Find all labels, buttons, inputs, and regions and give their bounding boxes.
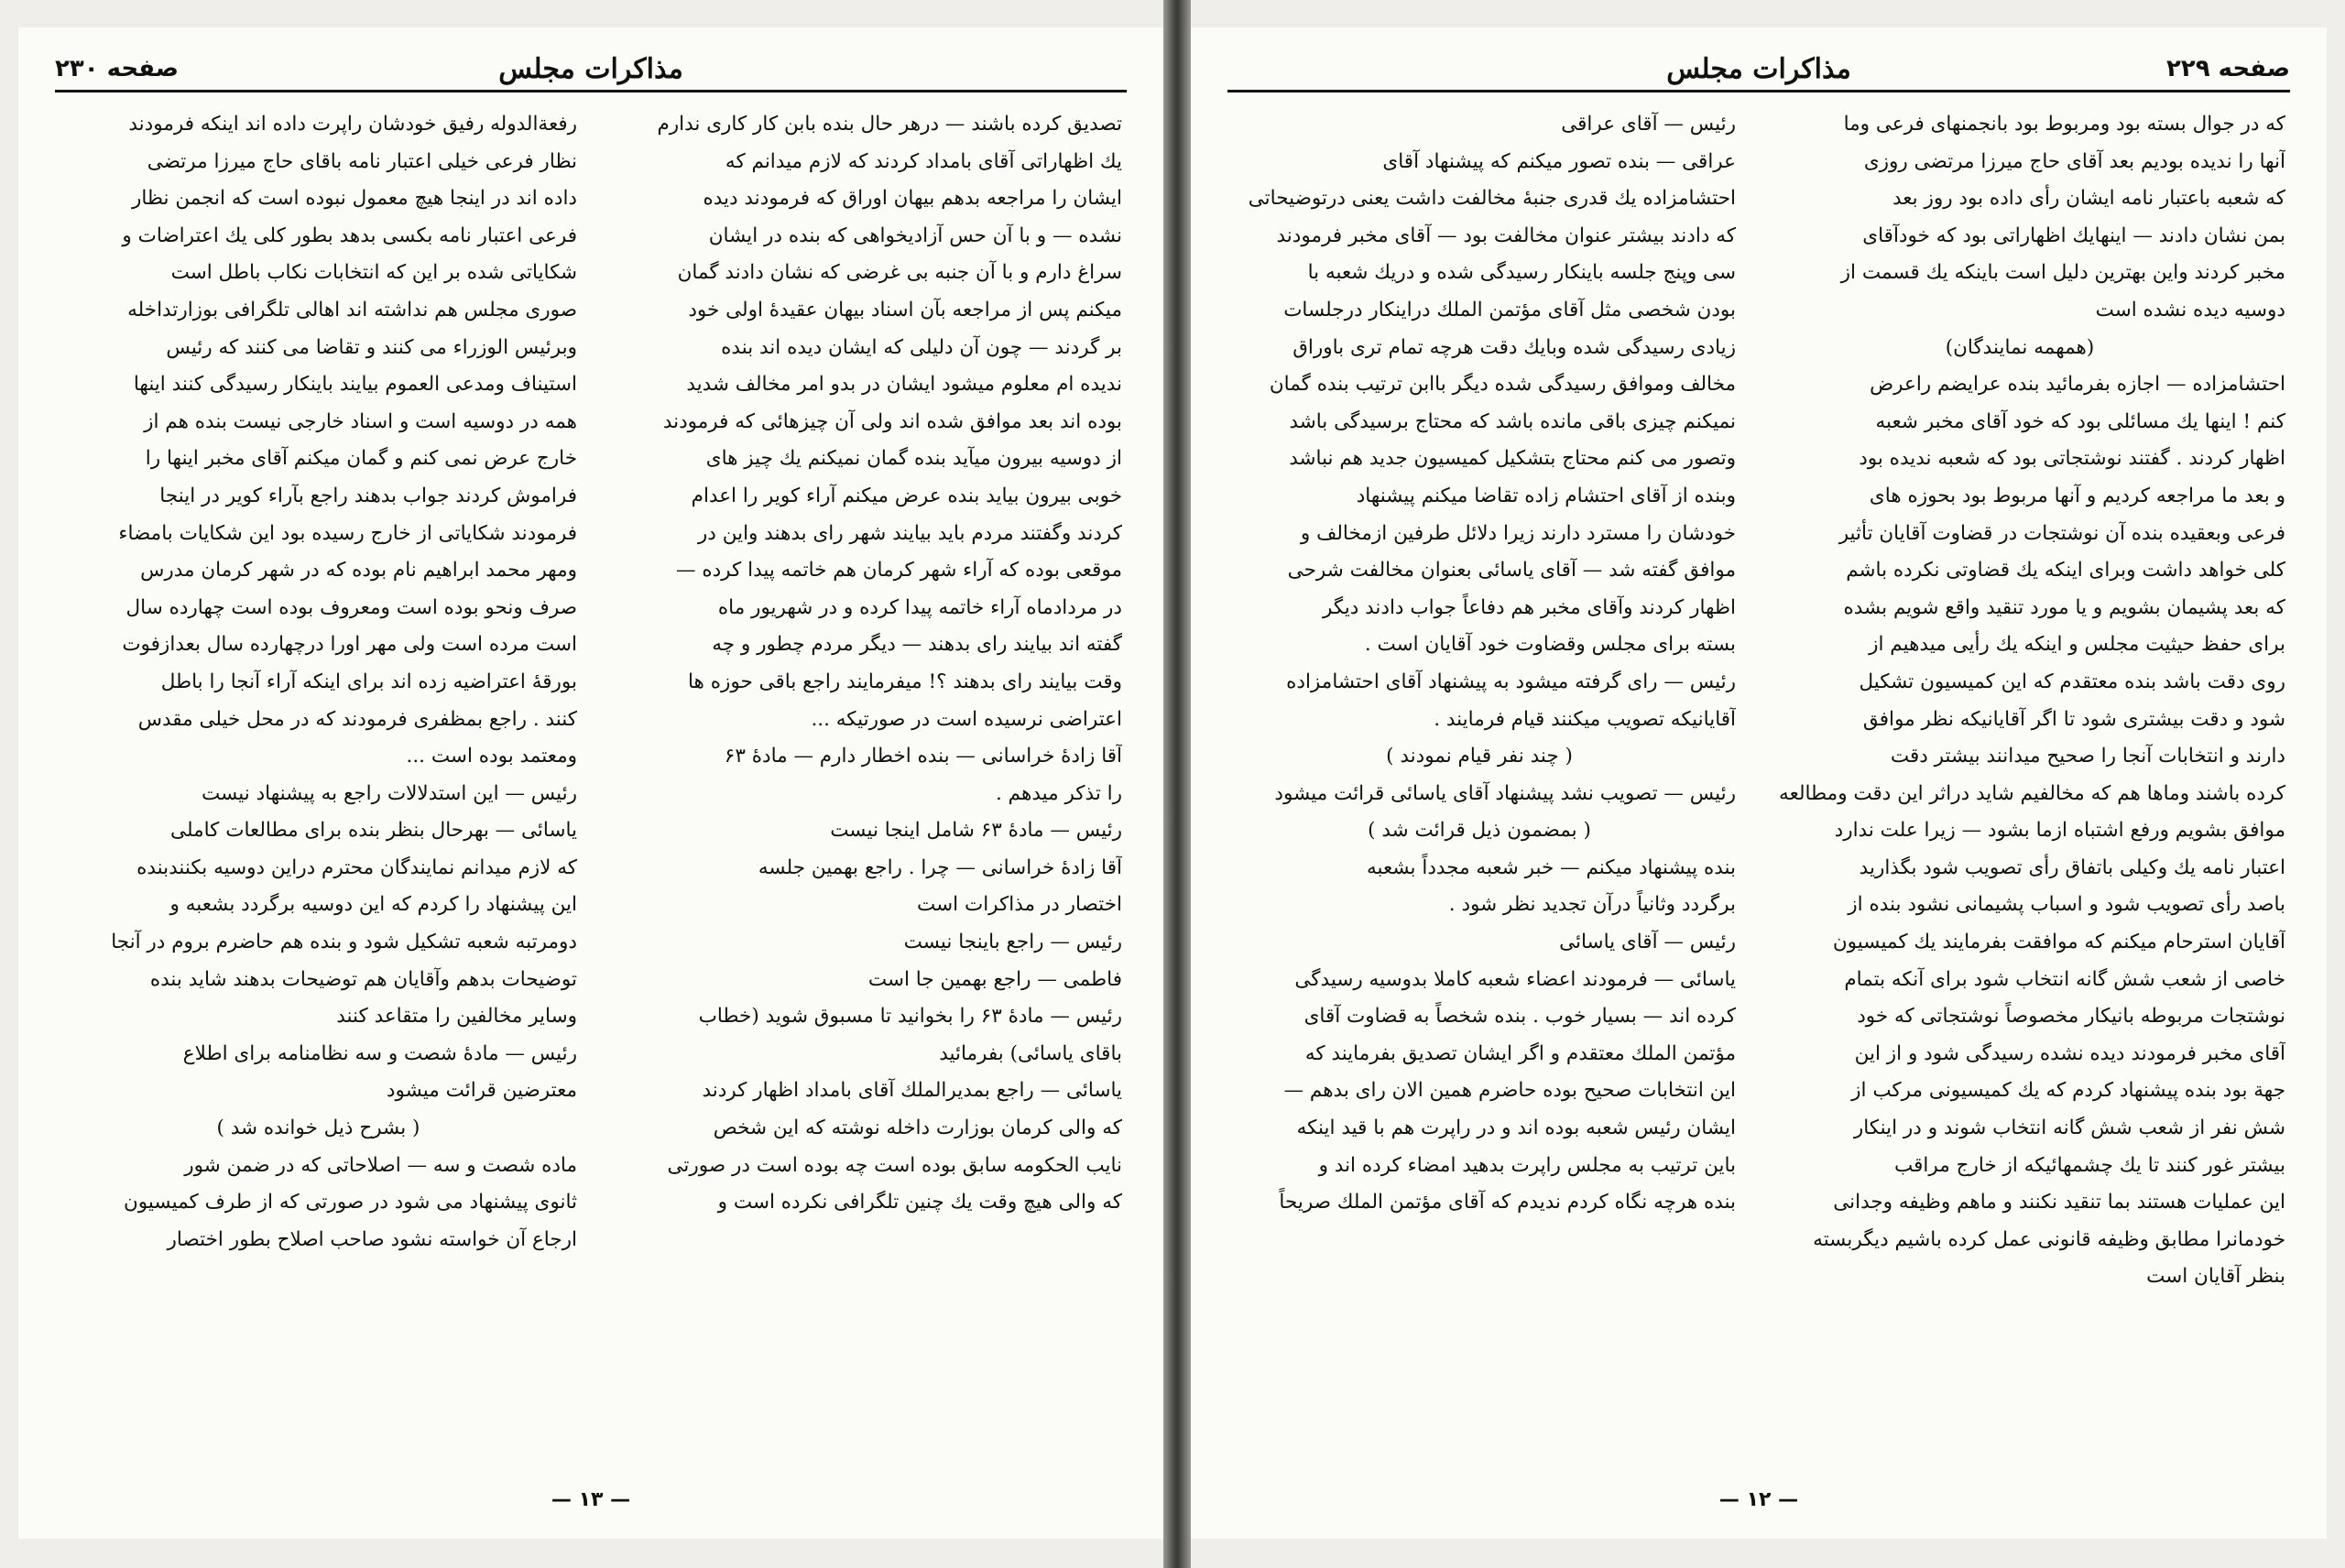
right-page-right-column: [1754, 106, 2285, 1471]
text-line: مخالف وموافق رسیدگی شده دیگر باابن ترتیب بنده گمان: [1269, 373, 1736, 397]
text-line: رئیس — رای گرفته میشود به پیشنهاد آقای احتشامزاده: [1286, 670, 1736, 693]
text-line: همه در دوسیه است و اسناد خارجی نیست بنده هم از: [144, 409, 577, 433]
text-line: کلی خواهد داشت وبرای اینکه یك قضاوتی نکرده باشم: [1846, 559, 2285, 583]
text-line: بورقهٔ اعتراضیه زده اند برای اینکه آراء آنجا را باطل: [160, 670, 577, 693]
text-line: بمن نشان دادند — اینهایك اظهاراتی بود که خودآقای: [1862, 223, 2285, 247]
text-line: رئیس — راجع باینجا نیست: [903, 931, 1122, 954]
text-line: که والی هیچ وقت یك چنین تلگرافی نکرده است و: [717, 1191, 1122, 1214]
text-line: گفته اند بیایند رای بدهند — دیگر مردم چطور و چه: [712, 633, 1122, 657]
right-page-number: صفحه ۲۲۹: [2165, 55, 2290, 82]
text-line: مؤتمن الملك معتقدم و اگر ایشان تصدیق بفرمایند که: [1304, 1041, 1736, 1065]
text-line: یاسائی — بهرحال بنظر بنده برای مطالعات کاملی: [170, 819, 577, 843]
text-line: دارند و انتخابات آنجا را صحیح میدانند بیشتر دقت: [1890, 745, 2285, 768]
text-line: کنند . راجع بمظفری فرمودند که در محل خیلی مقدس: [137, 707, 577, 731]
text-line: اعتراضی نرسیده است در صورتیکه ...: [811, 707, 1122, 731]
text-line: برای حفظ حیثیت مجلس و اینکه یك رأیی میدهیم از: [1869, 633, 2285, 657]
text-line: برگردد وثانیاً درآن تجدید نظر شود .: [1448, 893, 1736, 917]
text-line: اعتبار نامه یك وکیلی باتفاق رأی تصویب شود بگذارید: [1859, 855, 2285, 879]
text-line: وبنده از آقای احتشام زاده تقاضا میکنم پیشنهاد: [1356, 484, 1736, 507]
text-line: بر گردند — چون آن دلیلی که ایشان دیده اند بنده: [721, 335, 1122, 359]
text-line: که لازم میدانم نمایندگان محترم دراین دوسیه بکنندبنده: [136, 855, 577, 879]
left-page-right-column: [614, 106, 1122, 1471]
text-line: ثانوی پیشنهاد می شود در صورتی که از طرف کمیسیون: [124, 1191, 577, 1214]
text-line: دومرتبه شعبه تشکیل شود و بنده هم حاضرم بروم در آنجا: [111, 931, 577, 954]
text-line: شش نفر از شعب شش گانه انتخاب شوند و در اینکار: [1853, 1116, 2285, 1140]
text-line: ( بشرح ذیل خوانده شد ): [216, 1116, 420, 1140]
text-line: موقعی بوده که آراء شهر کرمان هم خاتمه پیدا کرده —: [675, 559, 1122, 583]
right-page-title: مذاکرات مجلس: [1666, 53, 1851, 85]
text-line: آقا زادهٔ خراسانی — چرا . راجع بهمین جلسه: [758, 855, 1122, 879]
text-line: صوری مجلس هم نداشته اند اهالی تلگرافی بوزارتداخله: [127, 298, 577, 321]
text-line: و بعد ما مراجعه کردیم و آنها مربوط بود بحوزه های: [1869, 484, 2285, 507]
text-line: کرده اند — بسیار خوب . بنده شخصاً به قضاوت آقای: [1303, 1005, 1736, 1029]
text-line: روی دقت باشد بنده معتقدم که این کمیسیون تشکیل: [1859, 670, 2285, 693]
text-line: دوسیه دیده نشده است: [2095, 298, 2285, 321]
text-line: مخبر کردند واین بهترین دلیل است باینکه یك قسمت از: [1840, 261, 2285, 285]
left-page-header: [55, 48, 1127, 93]
text-line: در مردادماه آراء خاتمه پیدا کرده و در شهریور ماه: [717, 595, 1122, 619]
text-line: یك اظهاراتی آقای بامداد کردند که لازم میدانم که: [725, 149, 1122, 173]
book-gutter: [1163, 0, 1191, 1568]
text-line: رفعةالدوله رفیق خودشان راپرت داده اند اینکه فرمودند: [128, 113, 577, 136]
text-line: وقت بیایند رای بدهند ؟! میفرمایند راجع باقی حوزه ها: [688, 670, 1122, 693]
text-line: نوشتجات مربوطه بانیکار مخصوصاً نوشتجاتی که خود: [1857, 1005, 2285, 1029]
text-line: توضیحات بدهم وآقایان هم توضیحات بدهند شاید بنده: [149, 967, 577, 991]
text-line: نظار فرعی خیلی اعتبار نامه باقای حاج میرزا مرتضی: [147, 149, 577, 173]
text-line: نشده — و با آن حس آزادیخواهی که بنده در ایشان: [708, 223, 1122, 247]
text-line: وتصور می کنم محتاج بتشکیل کمیسیون جدید هم نباشد: [1289, 447, 1736, 471]
text-line: موافق بشویم ورفع اشتباه ازما بشود — زیرا علت ندارد: [1834, 819, 2285, 843]
text-line: آقایان استرحام میکنم که موافقت بفرمایند یك کمیسیون: [1832, 931, 2285, 954]
text-line: باصد رأی تصویب شود و اسباب پشیمانی نشود بنده از: [1848, 893, 2285, 917]
text-line: نمیکنم چیزی باقی مانده باشد که محتاج برسیدگی باشد: [1289, 409, 1736, 433]
text-line: باین ترتیب به مجلس راپرت بدهید امضاء کرده اند و: [1318, 1153, 1736, 1177]
left-page-footer: — ۱۳ —: [551, 1488, 631, 1511]
text-line: تصدیق کرده باشند — درهر حال بنده بابن کار کاری ندارم: [657, 113, 1122, 136]
right-page-left-column: [1223, 106, 1736, 1471]
text-line: (همهمه نمایندگان): [1945, 335, 2095, 359]
text-line: خوبی بیرون بیاید بنده عرض میکنم آراء کویر را اعدام: [691, 484, 1122, 507]
text-line: ندیده ام معلوم میشود ایشان در بدو امر مخالف شدید: [686, 373, 1122, 397]
text-line: کردند وگفتند مردم باید بیایند شهر رای بدهند واین در: [697, 521, 1122, 545]
text-line: بنده پیشنهاد میکنم — خبر شعبه مجدداً بشعبه: [1366, 855, 1736, 879]
text-line: نایب الحکومه سابق بوده است چه بوده است در صورتی: [667, 1153, 1122, 1177]
text-line: کرده باشند وماها هم که مخالفیم شاید دراثر این دقت ومطالعه: [1779, 781, 2285, 805]
text-line: بوده اند بعد موافق شده اند ولی آن چیزهائی که فرمودند: [662, 409, 1122, 433]
text-line: خودمانرا مطابق وظیفه قانونی عمل کرده باشیم دیگربسته: [1813, 1227, 2285, 1251]
text-line: رئیس — آقای یاسائی: [1559, 931, 1736, 954]
text-line: اختصار در مذاکرات است: [917, 893, 1122, 917]
text-line: که والی کرمان بوزارت داخله نوشته که این شخص: [713, 1116, 1122, 1140]
text-line: یاسائی — فرمودند اعضاء شعبه کاملا بدوسیه رسیدگی: [1294, 967, 1736, 991]
text-line: را تذکر میدهم .: [996, 781, 1122, 805]
text-line: جهة بود بنده پیشنهاد کردم که یك کمیسیونی مرکب از: [1851, 1079, 2285, 1103]
text-line: موافق گفته شد — آقای یاسائی بعنوان مخالفت شرحی: [1287, 559, 1736, 583]
left-page: [18, 27, 1163, 1539]
text-line: بیشتر غور کنند تا یك چشمهائیکه از خارج مراقب: [1894, 1153, 2285, 1177]
text-line: این انتخابات صحیح بوده حاضرم همین الان رای بدهم —: [1283, 1079, 1736, 1103]
text-line: شود و دقت بیشتری شود تا اگر آقایانیکه نظر موافق: [1862, 707, 2285, 731]
text-line: آقای مخبر فرمودند دیده نشده رسیدگی شود و از این: [1854, 1041, 2285, 1065]
text-line: کنم ! اینها یك مسائلی بود که خود آقای مخبر شعبه: [1875, 409, 2285, 433]
text-line: رئیس — مادهٔ ۶۳ شامل اینجا نیست: [830, 819, 1122, 843]
text-line: بنده هرچه نگاه کردم ندیدم که آقای مؤتمن الملك صریحاً: [1279, 1191, 1736, 1214]
text-line: خاصی از شعب شش گانه انتخاب شود برای آنکه بتمام: [1844, 967, 2285, 991]
text-line: معترضین قرائت میشود: [386, 1079, 577, 1103]
text-line: آنها را ندیده بودیم بعد آقای حاج میرزا مرتضی روزی: [1863, 149, 2285, 173]
text-line: ( بمضمون ذیل قرائت شد ): [1368, 819, 1591, 843]
text-line: فاطمی — راجع بهمین جا است: [867, 967, 1122, 991]
text-line: یاسائی — راجع بمدیرالملك آقای بامداد اظهار کردند: [702, 1079, 1122, 1103]
text-line: صرف ونحو بوده است ومعروف بوده است چهارده سال: [125, 595, 577, 619]
text-line: ( چند نفر قیام نمودند ): [1386, 745, 1573, 768]
text-line: ایشان را مراجعه بدهم بیهان اوراق که فرمودند دیده: [703, 187, 1122, 211]
left-page-number: صفحه ۲۳۰: [55, 55, 180, 82]
text-line: رئیس — تصویب نشد پیشنهاد آقای یاسائی قرائت میشود: [1274, 781, 1736, 805]
text-line: داده اند در اینجا هیچ معمول نبوده است که انجمن نظار: [131, 187, 577, 211]
text-line: زیادی رسیدگی شده وبایك دقت هرچه تمام تری باوراق: [1292, 335, 1736, 359]
text-line: که در جوال بسته بود ومربوط بود بانجمنهای فرعی وما: [1843, 113, 2285, 136]
text-line: وبرئیس الوزراء می کنند و تقاضا می کنند که رئیس: [166, 335, 577, 359]
text-line: که دادند بیشتر عنوان مخالفت بود — آقای مخبر فرمودند: [1276, 223, 1736, 247]
text-line: رئیس — آقای عراقی: [1561, 113, 1736, 136]
text-line: خودشان را مسترد دارند زیرا دلائل طرفین ازمخالف و: [1300, 521, 1736, 545]
text-line: آقا زادهٔ خراسانی — بنده اخطار دارم — مادهٔ ۶۳: [724, 745, 1122, 768]
text-line: باقای یاسائی) بفرمائید: [939, 1041, 1122, 1065]
text-line: که شعبه باعتبار نامه ایشان رأی داده بود روز بعد: [1892, 187, 2285, 211]
text-line: فرعی اعتبار نامه بکسی بدهد بطور کلی یك اعتراضات و: [122, 223, 577, 247]
right-page: [1191, 27, 2327, 1539]
text-line: ومعتمد بوده است ...: [406, 745, 577, 768]
text-line: است مرده است ولی مهر اورا درچهارده سال بعدازفوت: [122, 633, 577, 657]
left-page-left-column: [60, 106, 577, 1471]
text-line: وسایر مخالفین را متقاعد کنند: [336, 1005, 577, 1029]
text-line: میکنم پس از مراجعه بآن اسناد بیهان عقیدهٔ اولی خود: [688, 298, 1122, 321]
text-line: فرعی وبعقیده بنده آن نوشتجات در قضاوت آقایان تأثیر: [1838, 521, 2285, 545]
text-line: این عملیات هستند بما تنقید نکنند و ماهم وظیفه وجدانی: [1833, 1191, 2285, 1214]
text-line: رئیس — مادهٔ شصت و سه نظامنامه برای اطلاع: [182, 1041, 577, 1065]
text-line: این پیشنهاد را کردم که این دوسیه برگردد بشعبه و: [169, 893, 577, 917]
text-line: رئیس — مادهٔ ۶۳ را بخوانید تا مسبوق شوید (خطاب: [698, 1005, 1122, 1029]
text-line: احتشامزاده — اجازه بفرمائید بنده عرایضم راعرض: [1870, 373, 2285, 397]
text-line: استیناف ومدعی العموم بیایند باینکار رسیدگی کنند اینها: [133, 373, 577, 397]
right-page-header: [1227, 48, 2290, 93]
text-line: فراموش کردند جواب بدهند راجع بآراء کویر در اینجا: [159, 484, 577, 507]
text-line: ومهر محمد ابراهیم نام بوده که در شهر کرمان مدرس: [140, 559, 577, 583]
text-line: اظهار کردند وآقای مخبر هم دفاعاً جواب دادند دیگر: [1322, 595, 1736, 619]
text-line: شکایاتی شده بر این که انتخابات نکاب باطل است: [170, 261, 577, 285]
text-line: که بعد پشیمان بشویم و یا مورد تنقید واقع شویم بشده: [1843, 595, 2285, 619]
text-line: ماده شصت و سه — اصلاحاتی که در ضمن شور: [184, 1153, 577, 1177]
text-line: آقایانیکه تصویب میکنند قیام فرمایند .: [1434, 707, 1736, 731]
text-line: بودن شخصی مثل آقای مؤتمن الملك دراینکار درجلسات: [1283, 298, 1736, 321]
text-line: سی وپنج جلسه باینکار رسیدگی شده و دریك شعبه با: [1307, 261, 1736, 285]
text-line: خارج عرض نمی کنم و گمان میکنم آقای مخبر اینها را: [145, 447, 577, 471]
right-page-footer: — ۱۲ —: [1718, 1488, 1799, 1511]
text-line: عراقی — بنده تصور میکنم که پیشنهاد آقای: [1382, 149, 1736, 173]
text-line: اظهار کردند . گفتند نوشتجاتی بود که شعبه ندیده بود: [1859, 447, 2285, 471]
text-line: ایشان رئیس شعبه بوده اند و در راپرت هم با قید اینکه: [1296, 1116, 1736, 1140]
text-line: سراغ دارم و با آن جنبه بی غرضی که نشان دادند گمان: [677, 261, 1122, 285]
text-line: بسته برای مجلس وقضاوت خود آقایان است .: [1364, 633, 1736, 657]
text-line: رئیس — این استدلالات راجع به پیشنهاد نیست: [202, 781, 577, 805]
text-line: ارجاع آن خواسته نشود صاحب اصلاح بطور اختصار: [167, 1227, 577, 1251]
left-page-title: مذاکرات مجلس: [498, 53, 683, 85]
text-line: بنظر آقایان است: [2146, 1265, 2285, 1289]
text-line: فرمودند شکایاتی از خارج رسیده بود این شکایات بامضاء: [118, 521, 577, 545]
text-line: از دوسیه بیرون میآید بنده گمان نمیکنم یك چیز های: [705, 447, 1122, 471]
text-line: احتشامزاده یك قدری جنبهٔ مخالفت داشت یعنی درتوضیحاتی: [1248, 187, 1736, 211]
